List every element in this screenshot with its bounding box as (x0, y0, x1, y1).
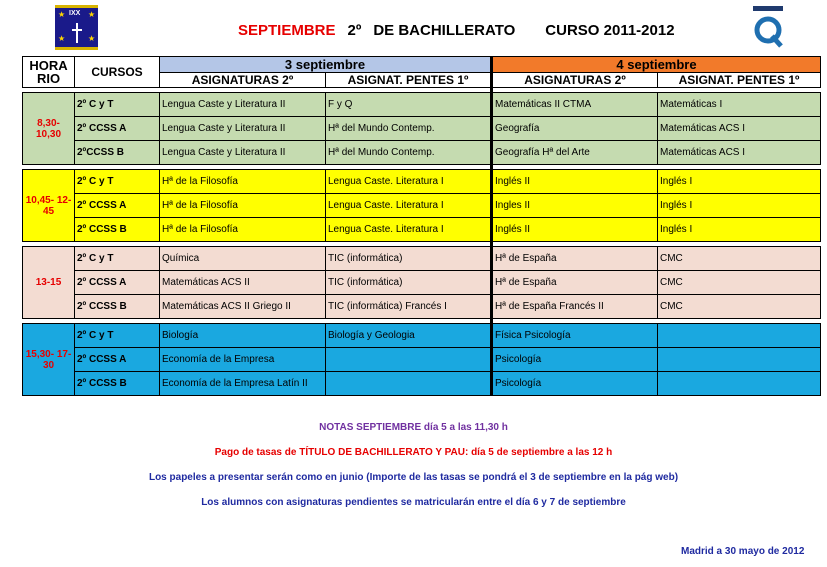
course-cell: 2º CCSS B (75, 218, 160, 242)
title-year: CURSO 2011-2012 (545, 22, 675, 39)
day1-asignatura-cell: Química (160, 247, 326, 271)
day2-pendiente-cell: Inglés I (658, 194, 821, 218)
day1-asignatura-cell: Economía de la Empresa (160, 348, 326, 372)
time-slot: 8,30- 10,30 (23, 93, 75, 165)
title-month: SEPTIEMBRE (238, 22, 336, 39)
day2-pendiente-cell: CMC (658, 295, 821, 319)
note-notas: NOTAS SEPTIEMBRE día 5 a las 11,30 h (319, 422, 508, 433)
course-cell: 2º CCSS A (75, 194, 160, 218)
header-d2-pendientes: ASIGNAT. PENTES 1º (658, 73, 821, 88)
day1-asignatura-cell: Hª de la Filosofía (160, 194, 326, 218)
day2-asignatura-cell: Geografía (492, 117, 658, 141)
schedule-table (22, 56, 821, 396)
day1-pendiente-cell (326, 348, 492, 372)
header-d1-pendientes: ASIGNAT. PENTES 1º (326, 73, 492, 88)
day2-asignatura-cell: Hª de España (492, 247, 658, 271)
table-row (23, 194, 821, 218)
header-d2-asignaturas: ASIGNATURAS 2º (492, 73, 658, 88)
course-cell: 2º C y T (75, 324, 160, 348)
day1-pendiente-cell: TIC (informática) Francés I (326, 295, 492, 319)
header-cursos: CURSOS (75, 57, 160, 88)
day1-asignatura-cell: Economía de la Empresa Latín II (160, 372, 326, 396)
time-slot: 15,30- 17-30 (23, 324, 75, 396)
course-cell: 2º C y T (75, 93, 160, 117)
title-level: DE BACHILLERATO (373, 22, 516, 39)
day1-pendiente-cell: Hª del Mundo Contemp. (326, 117, 492, 141)
header-day2: 4 septiembre (492, 57, 821, 73)
time-slot: 10,45- 12-45 (23, 170, 75, 242)
day2-asignatura-cell: Matemáticas II CTMA (492, 93, 658, 117)
course-cell: 2º CCSS A (75, 348, 160, 372)
table-row (23, 170, 821, 194)
day1-asignatura-cell: Lengua Caste y Literatura II (160, 93, 326, 117)
footer-date: Madrid a 30 mayo de 2012 (681, 546, 805, 557)
day2-asignatura-cell: Física Psicología (492, 324, 658, 348)
table-row (23, 348, 821, 372)
day1-asignatura-cell: Lengua Caste y Literatura II (160, 141, 326, 165)
day1-pendiente-cell: TIC (informática) (326, 271, 492, 295)
day2-asignatura-cell: Hª de España (492, 271, 658, 295)
table-row (23, 271, 821, 295)
note-papeles: Los papeles a presentar serán como en junio (Importe de las tasas se pondrá el 3 de septiembre en la pág web) (148, 472, 679, 483)
table-row (23, 295, 821, 319)
day2-asignatura-cell: Psicología (492, 372, 658, 396)
day1-asignatura-cell: Lengua Caste y Literatura II (160, 117, 326, 141)
day1-pendiente-cell: Lengua Caste. Literatura I (326, 218, 492, 242)
header-horario: HORA RIO (23, 57, 75, 88)
day2-asignatura-cell: Ingles II (492, 194, 658, 218)
time-slot: 13-15 (23, 247, 75, 319)
table-row (23, 141, 821, 165)
day2-asignatura-cell: Psicología (492, 348, 658, 372)
day1-asignatura-cell: Biología (160, 324, 326, 348)
day2-pendiente-cell: Matemáticas I (658, 93, 821, 117)
table-row (23, 247, 821, 271)
course-cell: 2ºCCSS B (75, 141, 160, 165)
day2-pendiente-cell: CMC (658, 271, 821, 295)
course-cell: 2º CCSS A (75, 271, 160, 295)
header-d1-asignaturas: ASIGNATURAS 2º (160, 73, 326, 88)
day2-pendiente-cell: Matemáticas ACS I (658, 141, 821, 165)
day1-asignatura-cell: Hª de la Filosofía (160, 170, 326, 194)
day1-pendiente-cell: Biología y Geologia (326, 324, 492, 348)
day2-asignatura-cell: Inglés II (492, 218, 658, 242)
course-cell: 2º CCSS B (75, 372, 160, 396)
day1-pendiente-cell: TIC (informática) (326, 247, 492, 271)
day1-asignatura-cell: Hª de la Filosofía (160, 218, 326, 242)
quality-logo (753, 6, 783, 52)
day2-pendiente-cell: CMC (658, 247, 821, 271)
note-pendientes: Los alumnos con asignaturas pendientes se matricularán entre el día 6 y 7 de septiembre (201, 497, 626, 508)
day2-pendiente-cell: Inglés I (658, 218, 821, 242)
course-cell: 2º CCSS B (75, 295, 160, 319)
table-row (23, 93, 821, 117)
day1-pendiente-cell: Lengua Caste. Literatura I (326, 194, 492, 218)
table-row (23, 218, 821, 242)
day2-pendiente-cell: Inglés I (658, 170, 821, 194)
day1-asignatura-cell: Matemáticas ACS II Griego II (160, 295, 326, 319)
logo-text: IXX (69, 10, 81, 17)
title-course: 2º (347, 22, 362, 39)
table-row (23, 324, 821, 348)
course-cell: 2º CCSS A (75, 117, 160, 141)
header-day1: 3 septiembre (160, 57, 492, 73)
cross-icon (72, 23, 82, 43)
day2-pendiente-cell: Matemáticas ACS I (658, 117, 821, 141)
page-title (238, 22, 675, 39)
day2-asignatura-cell: Geografía Hª del Arte (492, 141, 658, 165)
table-row (23, 117, 821, 141)
day2-asignatura-cell: Inglés II (492, 170, 658, 194)
school-logo: ★ ★ ★ ★ IXX (55, 5, 98, 50)
day1-pendiente-cell: Hª del Mundo Contemp. (326, 141, 492, 165)
course-cell: 2º C y T (75, 247, 160, 271)
day2-pendiente-cell (658, 324, 821, 348)
course-cell: 2º C y T (75, 170, 160, 194)
day1-pendiente-cell (326, 372, 492, 396)
day1-asignatura-cell: Matemáticas ACS II (160, 271, 326, 295)
day2-pendiente-cell (658, 372, 821, 396)
table-row (23, 372, 821, 396)
day2-pendiente-cell (658, 348, 821, 372)
day1-pendiente-cell: Lengua Caste. Literatura I (326, 170, 492, 194)
day1-pendiente-cell: F y Q (326, 93, 492, 117)
note-pago: Pago de tasas de TÍTULO DE BACHILLERATO Y PAU: día 5 de septiembre a las 12 h (214, 447, 613, 458)
day2-asignatura-cell: Hª de España Francés II (492, 295, 658, 319)
